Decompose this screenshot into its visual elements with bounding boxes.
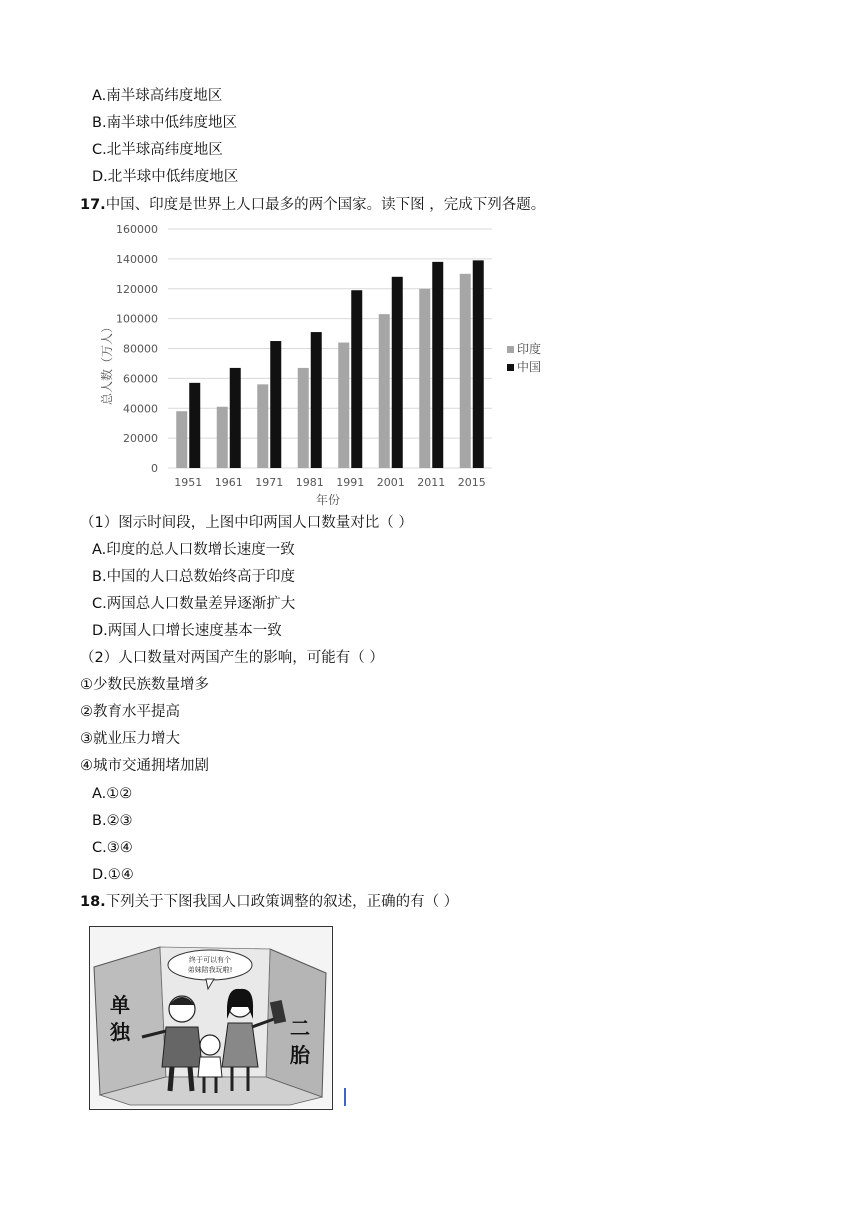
q16-option-b: B.南半球中低纬度地区	[92, 115, 238, 131]
bar-china-1981	[311, 332, 322, 468]
y-tick-label: 140000	[116, 252, 158, 266]
population-bar-chart	[100, 215, 560, 510]
y-tick-label: 120000	[116, 282, 158, 296]
q17-sub1-option-a: A.印度的总人口数增长速度一致	[92, 542, 295, 558]
x-tick-label: 1981	[295, 476, 324, 489]
bar-india-1951	[176, 411, 187, 468]
bar-india-2011	[419, 289, 430, 468]
q16-option-c: C.北半球高纬度地区	[92, 142, 223, 158]
q17-sub2-statement-4: ④城市交通拥堵加剧	[80, 758, 209, 774]
q17-sub1-option-c: C.两国总人口数量差异逐渐扩大	[92, 596, 296, 612]
bar-china-2015	[473, 260, 484, 468]
q16-option-d: D.北半球中低纬度地区	[92, 169, 239, 185]
q17-sub2-statement-1: ①少数民族数量增多	[80, 677, 209, 693]
y-tick-label: 40000	[123, 402, 158, 416]
x-tick-label: 2015	[457, 476, 486, 489]
cartoon-left-label-1: 单	[110, 993, 130, 1017]
speech-bubble-line-2: 弟妹陪我玩啦!	[187, 966, 233, 974]
x-tick-label: 1971	[255, 476, 284, 489]
x-tick-label: 2011	[417, 476, 446, 489]
q16-option-a: A.南半球高纬度地区	[92, 88, 223, 104]
bar-india-2015	[460, 274, 471, 468]
q17-sub2-option-a: A.①②	[92, 786, 133, 802]
legend-swatch	[507, 364, 514, 371]
q18-stem: 18.下列关于下图我国人口政策调整的叙述，正确的有（ ）	[80, 894, 459, 910]
chart-y-axis-label: 总人数（万人）	[100, 320, 114, 406]
q17-sub1-option-d: D.两国人口增长速度基本一致	[92, 623, 282, 639]
x-tick-label: 1961	[214, 476, 243, 489]
legend-swatch	[507, 346, 514, 353]
chart-x-ticks	[174, 476, 486, 489]
q17-sub2-option-c: C.③④	[92, 840, 133, 856]
q17-sub2-stem: （2）人口数量对两国产生的影响，可能有（ ）	[80, 650, 384, 666]
bar-china-1991	[351, 290, 362, 468]
cartoon-right-label-1: 二	[290, 1016, 310, 1040]
q17-sub1-option-b: B.中国的人口总数始终高于印度	[92, 569, 296, 585]
q17-sub1-stem: （1）图示时间段，上图中印两国人口数量对比（ ）	[80, 515, 413, 531]
policy-cartoon	[89, 926, 333, 1110]
y-tick-label: 100000	[116, 312, 158, 326]
chart-legend	[507, 341, 541, 374]
y-tick-label: 60000	[123, 372, 158, 386]
x-tick-label: 1991	[336, 476, 365, 489]
bar-china-2001	[392, 277, 403, 468]
y-tick-label: 160000	[116, 223, 158, 236]
bar-india-1971	[257, 384, 268, 468]
cartoon-right-label-2: 胎	[290, 1043, 310, 1067]
q17-sub2-option-b: B.②③	[92, 813, 133, 829]
speech-bubble-line-1: 终于可以有个	[189, 956, 231, 964]
bar-india-1981	[298, 368, 309, 468]
bar-india-2001	[379, 314, 390, 468]
bar-china-2011	[432, 262, 443, 468]
q17-sub2-statement-2: ②教育水平提高	[80, 704, 180, 720]
q17-sub2-statement-3: ③就业压力增大	[80, 731, 180, 747]
legend-label: 中国	[517, 360, 542, 374]
legend-label: 印度	[517, 342, 542, 356]
y-tick-label: 80000	[123, 342, 158, 356]
q17-sub2-option-d: D.①④	[92, 867, 134, 883]
bar-china-1951	[189, 383, 200, 468]
chart-bars	[176, 260, 484, 468]
bar-india-1991	[338, 343, 349, 468]
chart-y-ticks	[116, 223, 158, 475]
bar-china-1971	[270, 341, 281, 468]
y-tick-label: 20000	[123, 432, 158, 446]
bar-india-1961	[217, 407, 228, 468]
q17-stem: 17.中国、印度是世界上人口最多的两个国家。读下图 ，完成下列各题。	[80, 197, 546, 213]
bar-china-1961	[230, 368, 241, 468]
cartoon-left-label-2: 独	[110, 1020, 130, 1044]
chart-x-axis-label: 年份	[315, 493, 341, 507]
chart-gridlines	[168, 229, 492, 468]
x-tick-label: 2001	[376, 476, 405, 489]
blue-cursor-mark	[344, 1088, 346, 1106]
y-tick-label: 0	[151, 462, 158, 475]
x-tick-label: 1951	[174, 476, 203, 489]
